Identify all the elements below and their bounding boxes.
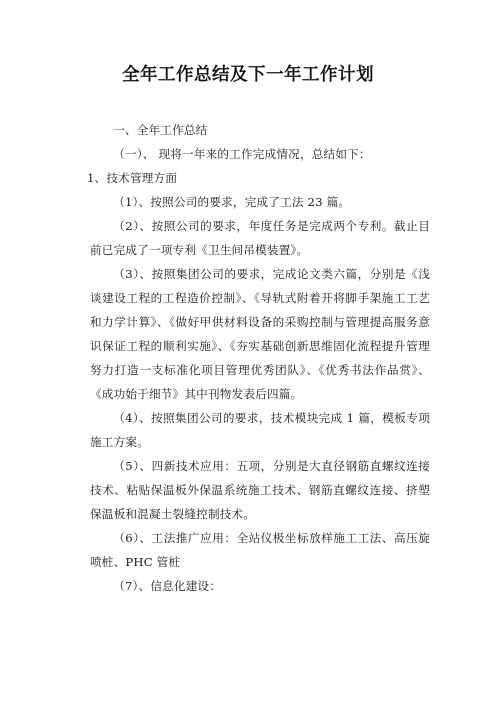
paragraph: （1）、按照公司的要求，完成了工法 23 篇。 xyxy=(113,195,351,209)
document-title: 全年工作总结及下一年工作计划 xyxy=(122,65,374,85)
paragraph: （6）、工法推广应用：全站仪极坐标放样施工工法、高压旋喷桩、PHC 管桩 xyxy=(90,531,430,569)
section-heading: 一、全年工作总结 xyxy=(113,123,208,137)
subsection-heading: （一）、 现将一年来的工作完成情况，总结如下： xyxy=(113,147,371,161)
paragraph: （7）、信息化建设： xyxy=(113,579,222,593)
item-heading: 1、技术管理方面 xyxy=(87,171,178,185)
paragraph: （5）、四新技术应用：五项，分别是大直径钢筋直螺纹连接技术、粘贴保温板外保温系统施工技术、钢筋直螺纹连接、挤塑保温板和混凝土裂缝控制技术。 xyxy=(90,459,430,521)
paragraph: （2）、按照公司的要求，年度任务是完成两个专利。截止目前已完成了一项专利《卫生间吊模装置》。 xyxy=(90,219,430,257)
document-body xyxy=(87,118,430,598)
paragraph: （3）、按照集团公司的要求，完成论文类六篇，分别是《浅谈建设工程的工程造价控制》、《导轨式附着开将脚手架施工工艺和力学计算》、《做好甲供材料设备的采购控制与管理提高服务意识保证工程的顺利实施》、《夯实基础创新思维固化流程提升管理努力打造一支标准化项目管理优秀团队》、《优秀书法作品赏》、《成功始于细节》其中刊物发表后四篇。 xyxy=(90,267,430,401)
paragraph: （4）、按照集团公司的要求，技术模块完成 1 篇，模板专项施工方案。 xyxy=(90,411,430,449)
